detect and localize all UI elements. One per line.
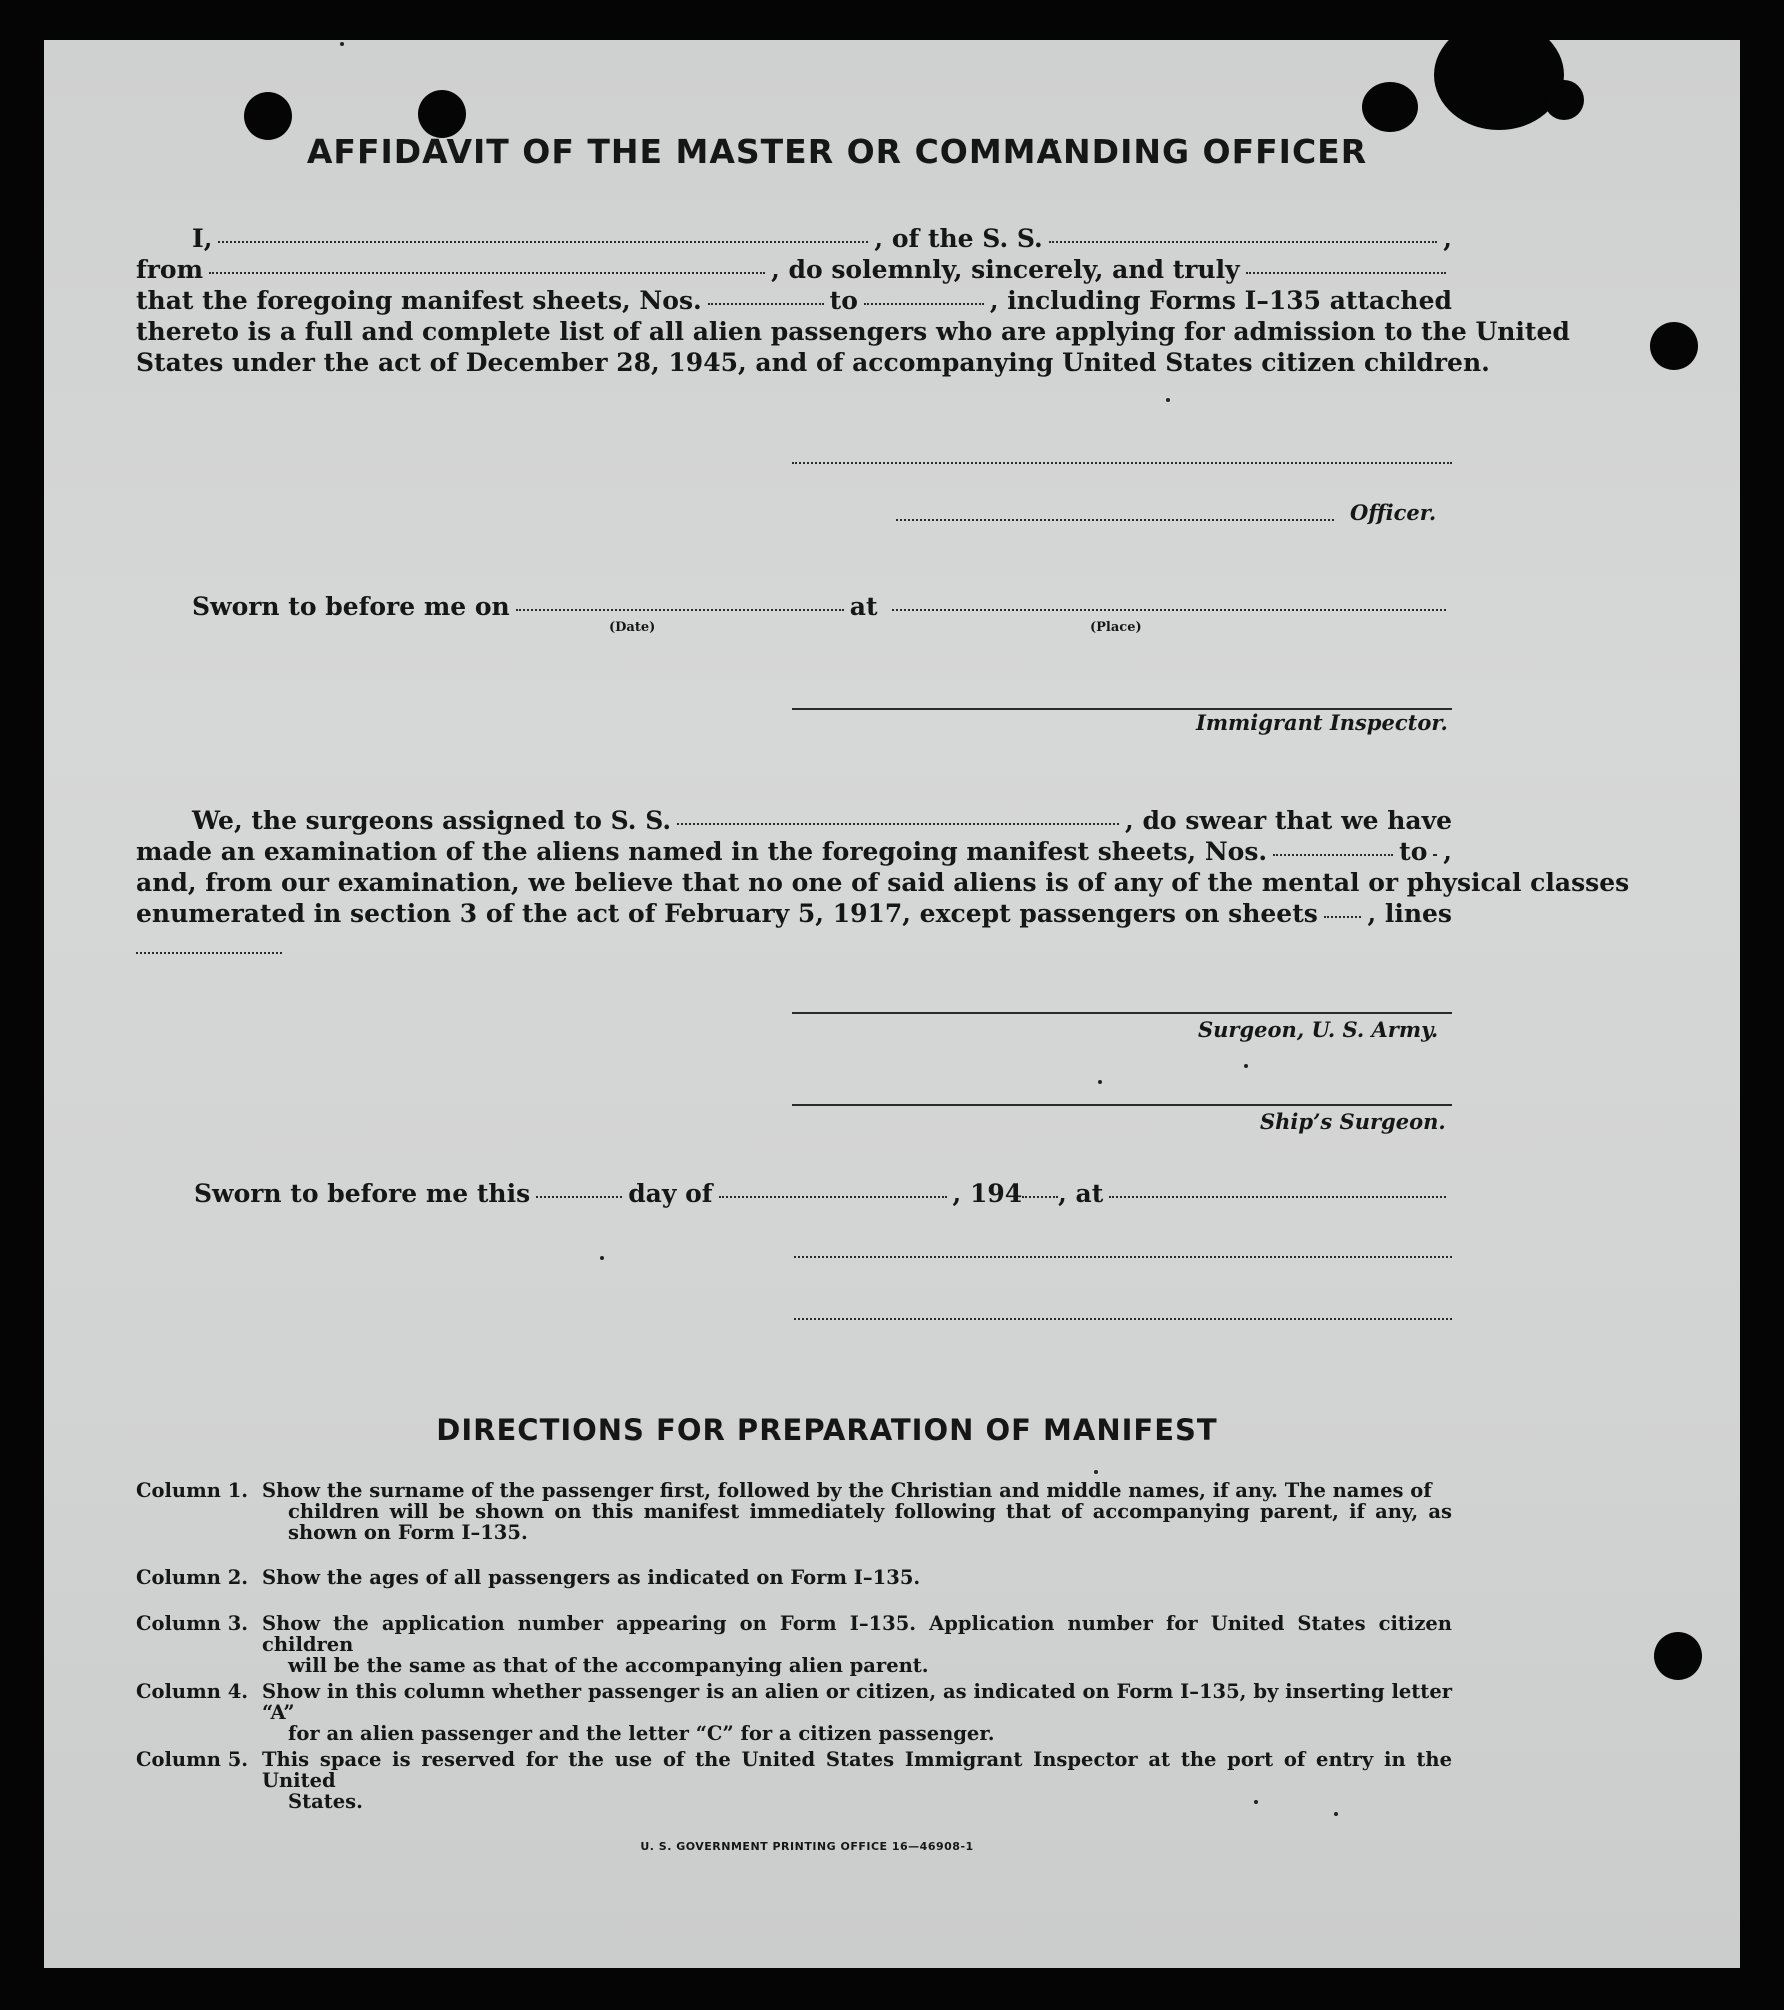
master-line-2 <box>136 255 1452 284</box>
sheet-to-blank[interactable] <box>864 301 984 305</box>
text: , at <box>1058 1179 1104 1208</box>
text: , of the S. S. <box>874 224 1043 253</box>
sworn-date-blank[interactable] <box>516 607 844 611</box>
text: , do solemnly, sincerely, and truly <box>771 255 1240 284</box>
direction-label: Column 2. <box>136 1566 249 1589</box>
sworn2-place-blank[interactable] <box>1109 1194 1446 1198</box>
surgeons-line-1 <box>136 806 1452 835</box>
directions-title: DIRECTIONS FOR PREPARATION OF MANIFEST <box>436 1413 1218 1447</box>
text: from <box>136 255 204 284</box>
swear-blank[interactable] <box>1246 270 1446 274</box>
text: States. <box>288 1790 363 1813</box>
text: made an examination of the aliens named in the foregoing manifest sheets, Nos. <box>136 837 1268 866</box>
text: , <box>1443 224 1452 253</box>
surgeons-line-4 <box>136 899 1452 928</box>
ship-name-blank[interactable] <box>1049 239 1438 243</box>
sworn-place-blank[interactable] <box>892 607 1447 611</box>
text: for an alien passenger and the letter “C” for a citizen passenger. <box>288 1722 995 1745</box>
direction-label: Column 4. <box>136 1680 249 1703</box>
officer-name-blank[interactable] <box>218 239 868 243</box>
text: Show the surname of the passenger first, followed by the Christian and middle names, if any. The names of <box>262 1479 1432 1502</box>
text: Sworn to before me on <box>192 592 510 621</box>
master-signature-line[interactable] <box>792 460 1452 464</box>
master-line-1 <box>136 224 1452 253</box>
place-caption: (Place) <box>1090 620 1142 635</box>
ship-surgeon-caption: Ship’s Surgeon. <box>1260 1109 1446 1134</box>
except-sheets-blank[interactable] <box>1324 914 1362 918</box>
surgeons-line-2 <box>136 837 1452 866</box>
sworn-day-blank[interactable] <box>536 1194 622 1198</box>
sheet-from-blank[interactable] <box>708 301 824 305</box>
text: Show the ages of all passengers as indicated on Form I–135. <box>262 1566 921 1589</box>
text: at <box>849 592 878 621</box>
inspector-caption: Immigrant Inspector. <box>1196 710 1448 735</box>
punch-hole <box>1654 1632 1702 1680</box>
text: to <box>829 286 858 315</box>
text: will be the same as that of the accompanying alien parent. <box>288 1654 929 1677</box>
direction-item <box>136 1613 1452 1676</box>
army-surgeon-caption: Surgeon, U. S. Army. <box>1198 1017 1439 1042</box>
text: , including Forms I–135 attached <box>989 286 1452 315</box>
from-port-blank[interactable] <box>209 270 765 274</box>
sworn-line-2 <box>136 1179 1452 1208</box>
text: children will be shown on this manifest immediately following that of accompanying parent, if any, as shown on Form I–135. <box>288 1500 1452 1544</box>
text: enumerated in section 3 of the act of February 5, 1917, except passengers on sheets <box>136 899 1318 928</box>
ink-stain <box>1434 40 1564 130</box>
text: , <box>1443 837 1452 866</box>
text: Show the application number appearing on Form I–135. Application number for United States citizen children <box>262 1612 1452 1656</box>
affidavit-title: AFFIDAVIT OF THE MASTER OR COMMANDING OFFICER <box>306 132 1368 171</box>
surgeon-sheet-from-blank[interactable] <box>1273 852 1393 856</box>
direction-label: Column 3. <box>136 1612 249 1635</box>
date-caption: (Date) <box>609 620 656 635</box>
text: Show in this column whether passenger is an alien or citizen, as indicated on Form I–135, by inserting letter “A” <box>262 1680 1452 1724</box>
text: We, the surgeons assigned to S. S. <box>192 806 672 835</box>
direction-item <box>136 1567 1452 1588</box>
army-surgeon-signature-line[interactable] <box>792 1010 1452 1014</box>
form-page <box>44 40 1740 1968</box>
ship-surgeon-signature-line[interactable] <box>792 1102 1452 1106</box>
text: I, <box>192 224 213 253</box>
direction-text <box>262 1480 1452 1543</box>
direction-text <box>262 1613 1452 1676</box>
surgeon-ship-blank[interactable] <box>677 821 1119 825</box>
surgeon-sheet-to-blank[interactable] <box>1433 852 1437 856</box>
punch-hole <box>1362 82 1418 132</box>
sworn-line-1 <box>136 592 1452 621</box>
direction-text <box>262 1749 1452 1812</box>
sworn-month-blank[interactable] <box>719 1194 947 1198</box>
direction-item <box>136 1480 1452 1543</box>
text: to <box>1399 837 1428 866</box>
direction-label: Column 5. <box>136 1748 249 1771</box>
master-line-3 <box>136 286 1452 315</box>
punch-hole <box>1650 322 1698 370</box>
text: Sworn to before me this <box>194 1179 531 1208</box>
direction-text <box>262 1681 1452 1744</box>
printing-office-footer: U. S. GOVERNMENT PRINTING OFFICE 16—46908-1 <box>640 1840 974 1853</box>
officer-title-line[interactable] <box>896 517 1334 521</box>
direction-item <box>136 1749 1452 1812</box>
text: that the foregoing manifest sheets, Nos. <box>136 286 702 315</box>
direction-label: Column 1. <box>136 1479 249 1502</box>
punch-hole <box>418 90 466 138</box>
master-line-5: States under the act of December 28, 1945, and of accompanying United States citizen children. <box>136 348 1490 377</box>
text: , do swear that we have <box>1125 806 1452 835</box>
text: , lines <box>1367 899 1452 928</box>
ink-stain <box>1544 80 1584 120</box>
master-line-4: thereto is a full and complete list of all alien passengers who are applying for admission to the United <box>136 317 1570 346</box>
sworn-year-blank[interactable] <box>1022 1194 1058 1198</box>
officer-caption: Officer. <box>1350 500 1437 525</box>
text: day of <box>628 1179 713 1208</box>
sworn2-title-line[interactable] <box>794 1316 1452 1320</box>
text: , 194 <box>952 1179 1023 1208</box>
text: This space is reserved for the use of the United States Immigrant Inspector at the port of entry in the United <box>262 1748 1452 1792</box>
direction-item <box>136 1681 1452 1744</box>
direction-text <box>262 1567 1452 1588</box>
surgeons-line-3: and, from our examination, we believe that no one of said aliens is of any of the mental or physical classes <box>136 868 1630 897</box>
lines-blank[interactable] <box>136 950 282 954</box>
sworn2-signature-line[interactable] <box>794 1254 1452 1258</box>
